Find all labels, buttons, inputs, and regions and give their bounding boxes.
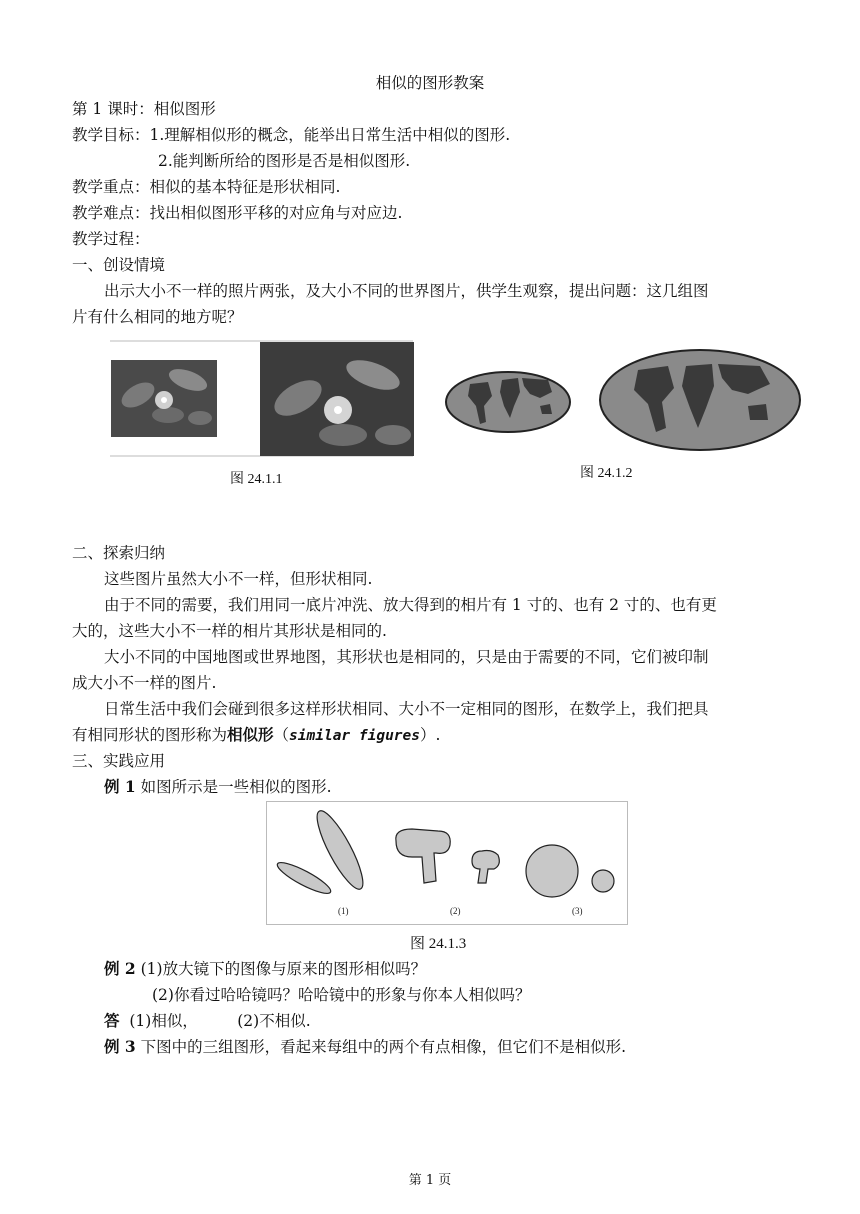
goal-label: 教学目标： [72, 126, 150, 144]
goal-1: 1.理解相似形的概念，能举出日常生活中相似的图形. [149, 126, 511, 144]
example-2-label: 例 2 [104, 959, 136, 978]
example-3-label: 例 3 [104, 1037, 136, 1056]
s2-paragraph-3-line1: 大小不同的中国地图或世界地图，其形状也是相同的，只是由于需要的不同，它们被印制 [104, 648, 709, 666]
section-1-heading: 一、创设情境 [72, 256, 166, 274]
example-2-question-1: (1)放大镜下的图像与原来的图形相似吗？ [135, 960, 427, 978]
shape-label-1: (1) [338, 906, 349, 916]
answer-label: 答 [104, 1011, 120, 1030]
example-3 [104, 1036, 626, 1058]
answer-line [104, 1010, 311, 1032]
definition-text: 有相同形状的图形称为 [72, 726, 228, 744]
figure-24-1-2-maps [440, 344, 810, 454]
example-2-question-2: (2)你看过哈哈镜吗？哈哈镜中的形象与你本人相似吗？ [152, 986, 531, 1004]
example-3-text: 下图中的三组图形，看起来每组中的两个有点相像，但它们不是相似形. [135, 1038, 627, 1056]
figure-24-1-3-caption: 图 24.1.3 [410, 936, 467, 952]
s1-paragraph-line1: 出示大小不一样的照片两张，及大小不同的世界图片，供学生观察，提出问题：这几组图 [104, 282, 709, 300]
paren-close: ）. [420, 726, 441, 744]
difficulty: 教学难点：找出相似图形平移的对应角与对应边. [72, 204, 403, 222]
shape-label-3: (3) [572, 906, 583, 916]
large-flower-photo [260, 342, 414, 456]
lesson-heading: 第 1 课时：相似图形 [72, 100, 216, 118]
similar-figures-english: similar figures [289, 728, 420, 744]
section-3-heading: 三、实践应用 [72, 752, 166, 770]
s2-paragraph-2-line1: 由于不同的需要，我们用同一底片冲洗、放大得到的相片有 1 寸的、也有 2 寸的、也有更 [104, 596, 717, 614]
goal-2: 2.能判断所给的图形是否是相似图形. [158, 152, 411, 170]
page-number: 第 1 页 [408, 1173, 452, 1188]
example-1-label: 例 1 [104, 777, 136, 796]
s2-paragraph-1: 这些图片虽然大小不一样，但形状相同. [104, 570, 373, 588]
paren-open: （ [273, 726, 290, 744]
s2-paragraph-4-line2 [72, 724, 440, 747]
s2-paragraph-3-line2: 成大小不一样的图片. [72, 674, 217, 692]
large-world-map [600, 350, 800, 450]
small-circle-shape [592, 870, 614, 892]
example-2-q1 [104, 958, 426, 980]
goal-line-1 [72, 124, 510, 146]
figure-24-1-2-caption: 图 24.1.2 [580, 466, 633, 481]
figure-24-1-1-photos [108, 340, 418, 460]
similar-figures-term: 相似形 [227, 725, 274, 744]
key-point: 教学重点：相似的基本特征是形状相同. [72, 178, 341, 196]
small-world-map [446, 372, 570, 432]
shape-label-2: (2) [450, 906, 461, 916]
s1-paragraph-line2: 片有什么相同的地方呢？ [72, 308, 243, 326]
page-title: 相似的图形教案 [375, 74, 485, 92]
section-2-heading: 二、探索归纳 [72, 544, 166, 562]
example-1-text: 如图所示是一些相似的图形. [135, 778, 332, 796]
large-circle-shape [526, 845, 578, 897]
s2-paragraph-2-line2: 大的，这些大小不一样的相片其形状是相同的. [72, 622, 387, 640]
example-1 [104, 776, 332, 798]
figure-24-1-3-shapes [266, 801, 628, 925]
small-flower-photo [111, 360, 217, 437]
figure-24-1-1-caption: 图 24.1.1 [230, 472, 283, 487]
s2-paragraph-4-line1: 日常生活中我们会碰到很多这样形状相同、大小不一定相同的图形，在数学上，我们把具 [104, 700, 709, 718]
answer-text: (1)相似， (2)不相似. [119, 1012, 311, 1030]
process-heading: 教学过程： [72, 230, 150, 248]
